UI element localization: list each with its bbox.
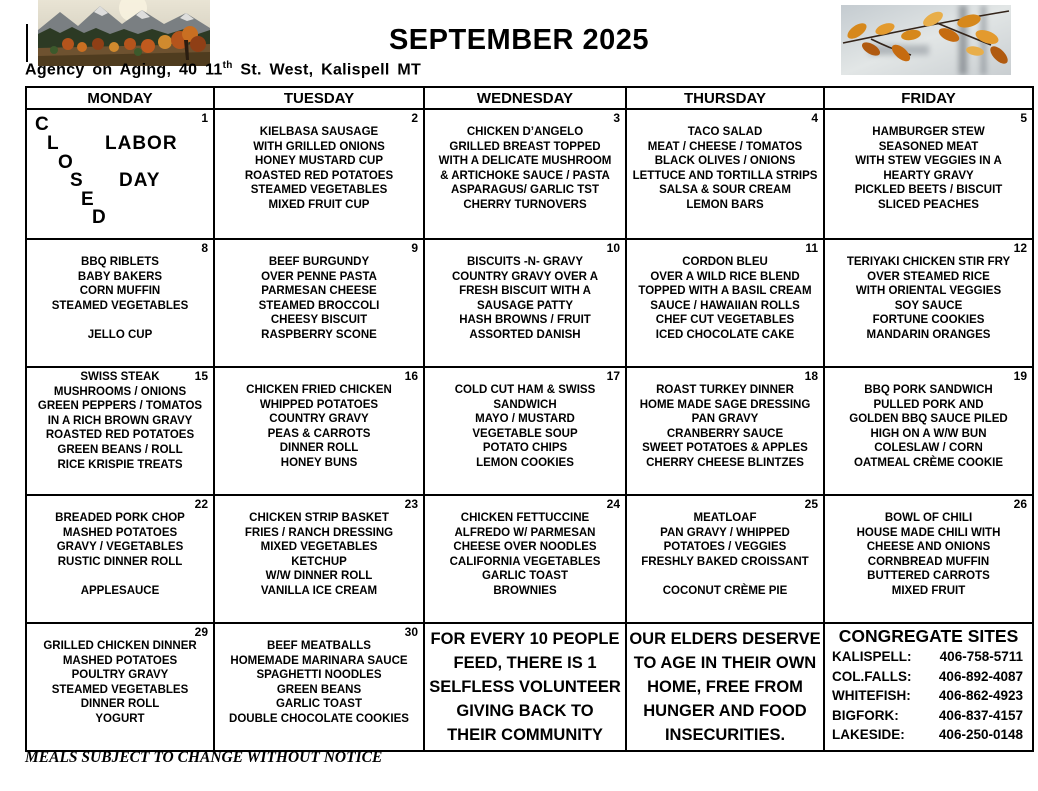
menu-line: OVER PENNE PASTA xyxy=(261,270,377,283)
menu-line: BEEF BURGUNDY xyxy=(268,256,370,268)
menu-line: MANDARIN ORANGES xyxy=(866,328,991,341)
menu-line xyxy=(27,313,213,328)
day-number: 22 xyxy=(194,497,208,511)
menu-line: MIXED FRUIT CUP xyxy=(268,198,370,211)
day-number: 25 xyxy=(804,497,818,511)
calendar-cell xyxy=(26,367,214,495)
calendar-cell xyxy=(424,623,626,751)
menu-line: BROWNIES xyxy=(493,584,557,597)
menu-line: CHICKEN FRIED CHICKEN xyxy=(246,384,392,396)
menu-line: FRIES / RANCH DRESSING xyxy=(244,526,394,539)
menu-line: STEAMED VEGETABLES xyxy=(51,683,189,696)
menu-line: SALSA & SOUR CREAM xyxy=(659,184,791,197)
menu-line: GRILLED BREAST TOPPED xyxy=(449,140,601,153)
address-text-pre: Agency on Aging, 40 11 xyxy=(25,61,223,79)
message-line: HUNGER AND FOOD xyxy=(643,702,807,720)
calendar-cell xyxy=(214,367,424,495)
day-number: 9 xyxy=(411,241,418,255)
menu-line: GREEN PEPPERS / TOMATOS xyxy=(37,400,203,413)
day-number: 10 xyxy=(606,241,620,255)
menu-line: TOPPED WITH A BASIL CREAM xyxy=(638,285,812,298)
day-number: 29 xyxy=(194,625,208,639)
menu-line: SWISS STEAK xyxy=(80,371,160,383)
menu-lines xyxy=(27,624,213,727)
menu-line: GOLDEN BBQ SAUCE PILED xyxy=(849,413,1008,426)
menu-line: CHICKEN FETTUCCINE xyxy=(460,512,590,524)
day-number: 3 xyxy=(613,111,620,125)
menu-line: BLACK OLIVES / ONIONS xyxy=(654,155,796,168)
message-line: THEIR COMMUNITY xyxy=(447,726,603,744)
message-line: FEED, THERE IS 1 xyxy=(453,654,597,672)
congregate-site-row xyxy=(825,725,1032,745)
change-notice: MEALS SUBJECT TO CHANGE WITHOUT NOTICE xyxy=(25,749,383,766)
menu-lines xyxy=(425,110,625,213)
menu-line: CORN MUFFIN xyxy=(79,285,161,298)
menu-line: RICE KRISPIE TREATS xyxy=(57,458,183,471)
message-line: TO AGE IN THEIR OWN xyxy=(633,654,817,672)
menu-line: PULLED PORK AND xyxy=(873,398,984,411)
closed-letter: S xyxy=(70,170,83,191)
menu-line: CORDON BLEU xyxy=(682,256,768,268)
menu-line: ASSORTED DANISH xyxy=(469,328,581,341)
menu-line: WITH A DELICATE MUSHROOM xyxy=(438,155,612,168)
calendar-cell xyxy=(824,623,1033,751)
menu-line: VEGETABLE SOUP xyxy=(472,427,578,440)
week-row xyxy=(26,495,1033,623)
site-name: KALISPELL: xyxy=(832,649,912,664)
menu-lines xyxy=(627,110,823,213)
day-number: 19 xyxy=(1013,369,1027,383)
day-header-row xyxy=(26,87,1033,109)
menu-line: FORTUNE COOKIES xyxy=(872,314,985,327)
menu-line: LEMON COOKIES xyxy=(476,456,574,469)
menu-line: ROAST TURKEY DINNER xyxy=(656,384,794,396)
menu-line: WITH GRILLED ONIONS xyxy=(253,140,385,153)
menu-line: LETTUCE AND TORTILLA STRIPS xyxy=(632,169,818,182)
menu-lines xyxy=(215,496,423,599)
closed-letter: O xyxy=(58,152,73,173)
menu-line: POULTRY GRAVY xyxy=(71,669,169,682)
site-phone: 406-758-5711 xyxy=(939,649,1023,664)
autumn-leaves-photo xyxy=(841,5,1011,75)
menu-line: SOY SAUCE xyxy=(894,299,963,312)
menu-line xyxy=(27,569,213,584)
calendar-cell xyxy=(214,623,424,751)
message-block xyxy=(425,624,625,747)
menu-lines xyxy=(425,496,625,599)
address-text-post: St. West, Kalispell MT xyxy=(232,61,422,79)
menu-line: OVER STEAMED RICE xyxy=(867,270,990,283)
menu-line: APPLESAUCE xyxy=(80,584,160,597)
menu-line: MAYO / MUSTARD xyxy=(475,413,575,426)
menu-line: COUNTRY GRAVY OVER A xyxy=(451,270,599,283)
site-name: COL.FALLS: xyxy=(832,668,912,684)
menu-line: IN A RICH BROWN GRAVY xyxy=(47,414,193,427)
menu-line: TERIYAKI CHICKEN STIR FRY xyxy=(846,256,1011,268)
menu-line: BBQ RIBLETS xyxy=(81,256,159,268)
menu-line: HEARTY GRAVY xyxy=(883,169,974,182)
menu-line: WITH STEW VEGGIES IN A xyxy=(855,155,1002,168)
closed-letter: C xyxy=(35,114,49,135)
week-row xyxy=(26,367,1033,495)
calendar-cell xyxy=(824,239,1033,367)
day-number: 4 xyxy=(811,111,818,125)
menu-lines xyxy=(425,240,625,343)
menu-line: HONEY MUSTARD CUP xyxy=(255,155,383,168)
menu-line: RASPBERRY SCONE xyxy=(261,328,377,341)
menu-line: GARLIC TOAST xyxy=(481,570,569,583)
menu-line: TACO SALAD xyxy=(687,126,763,138)
menu-line xyxy=(627,569,823,584)
menu-line: COUNTRY GRAVY xyxy=(269,413,369,426)
menu-line: PARMESAN CHEESE xyxy=(261,285,377,298)
day-number: 5 xyxy=(1020,111,1027,125)
menu-line: HOMEMADE MARINARA SAUCE xyxy=(230,654,408,667)
site-name: BIGFORK: xyxy=(832,707,899,723)
site-phone: 406-837-4157 xyxy=(938,707,1023,723)
closed-letter: L xyxy=(47,133,59,154)
menu-line: WHIPPED POTATOES xyxy=(259,398,379,411)
menu-lines xyxy=(215,624,423,727)
menu-line: CHEESY BISCUIT xyxy=(270,314,368,327)
site-name: LAKESIDE: xyxy=(832,727,905,742)
menu-line: SPAGHETTI NOODLES xyxy=(256,669,382,682)
calendar-cell xyxy=(626,367,824,495)
menu-line: HAMBURGER STEW xyxy=(872,126,985,138)
calendar-cell xyxy=(824,495,1033,623)
menu-line: POTATO CHIPS xyxy=(482,442,568,455)
congregate-sites-title: CONGREGATE SITES xyxy=(838,626,1019,646)
congregate-site-row xyxy=(825,706,1032,726)
day-number: 26 xyxy=(1013,497,1027,511)
calendar-cell xyxy=(824,367,1033,495)
menu-line: ASPARAGUS/ GARLIC TST xyxy=(450,184,599,197)
menu-line: SAUSAGE PATTY xyxy=(476,299,574,312)
day-number: 8 xyxy=(201,241,208,255)
day-number: 24 xyxy=(606,497,620,511)
menu-line: BOWL OF CHILI xyxy=(884,512,973,524)
menu-line: VANILLA ICE CREAM xyxy=(260,584,378,597)
menu-line: HIGH ON A W/W BUN xyxy=(870,427,987,440)
day-number: 16 xyxy=(404,369,418,383)
menu-lines xyxy=(627,240,823,343)
menu-lines xyxy=(27,496,213,599)
menu-line: DINNER ROLL xyxy=(80,698,160,711)
menu-line: RUSTIC DINNER ROLL xyxy=(57,555,183,568)
menu-line: COLD CUT HAM & SWISS xyxy=(454,384,596,396)
menu-line: BISCUITS -N- GRAVY xyxy=(466,256,584,268)
menu-line: ICED CHOCOLATE CAKE xyxy=(655,328,795,341)
calendar-cell xyxy=(424,109,626,239)
message-line: INSECURITIES. xyxy=(664,726,786,744)
menu-line: POTATOES / VEGGIES xyxy=(663,541,787,554)
closed-word-labor: LABOR xyxy=(105,133,178,154)
menu-line: HONEY BUNS xyxy=(280,456,358,469)
site-phone: 406-862-4923 xyxy=(938,688,1023,703)
congregate-site-row xyxy=(825,647,1032,667)
menu-line: ALFREDO W/ PARMESAN xyxy=(454,526,596,539)
menu-line: STEAMED BROCCOLI xyxy=(258,299,380,312)
day-number: 30 xyxy=(404,625,418,639)
menu-line: MIXED VEGETABLES xyxy=(260,541,378,554)
menu-line: CORNBREAD MUFFIN xyxy=(867,555,990,568)
menu-line: WITH ORIENTAL VEGGIES xyxy=(855,285,1002,298)
menu-line: HOUSE MADE CHILI WITH xyxy=(856,526,1001,539)
message-line: GIVING BACK TO xyxy=(456,702,594,720)
menu-line: PAN GRAVY / WHIPPED xyxy=(660,526,790,539)
menu-line: GRILLED CHICKEN DINNER xyxy=(43,640,197,652)
site-phone: 406-250-0148 xyxy=(938,727,1023,742)
calendar-cell xyxy=(626,623,824,751)
menu-line: MIXED FRUIT xyxy=(891,584,966,597)
menu-line: SEASONED MEAT xyxy=(878,140,979,153)
message-line: FOR EVERY 10 PEOPLE xyxy=(430,630,620,648)
menu-line: CHEESE AND ONIONS xyxy=(866,541,991,554)
site-phone: 406-892-4087 xyxy=(938,668,1023,684)
closed-letter: D xyxy=(92,207,106,228)
menu-line: CHEF CUT VEGETABLES xyxy=(655,314,795,327)
menu-lines xyxy=(215,240,423,343)
menu-line: PAN GRAVY xyxy=(691,413,759,426)
menu-line: YOGURT xyxy=(95,712,145,725)
calendar-cell xyxy=(214,109,424,239)
menu-line: MEAT / CHEESE / TOMATOS xyxy=(647,140,803,153)
menu-line: CHICKEN STRIP BASKET xyxy=(249,512,389,524)
menu-lines xyxy=(825,110,1032,213)
menu-line: W/W DINNER ROLL xyxy=(265,570,373,583)
calendar-cell xyxy=(214,495,424,623)
menu-line: BBQ PORK SANDWICH xyxy=(864,384,993,396)
site-name: WHITEFISH: xyxy=(832,688,911,703)
address-superscript: th xyxy=(222,60,233,71)
menu-line: DOUBLE CHOCOLATE COOKIES xyxy=(229,712,409,725)
menu-line: LEMON BARS xyxy=(686,198,764,211)
calendar-cell xyxy=(626,239,824,367)
menu-lines xyxy=(627,496,823,599)
menu-line: CHEESE OVER NOODLES xyxy=(453,541,597,554)
menu-line: MEATLOAF xyxy=(693,512,757,524)
menu-line: SWEET POTATOES & APPLES xyxy=(642,442,808,455)
menu-line: ROASTED RED POTATOES xyxy=(244,169,394,182)
menu-line: KETCHUP xyxy=(291,555,347,568)
message-line: HOME, FREE FROM xyxy=(647,678,803,696)
menu-lines xyxy=(825,368,1032,471)
menu-line: OVER A WILD RICE BLEND xyxy=(650,270,800,283)
menu-line: BABY BAKERS xyxy=(77,270,163,283)
calendar-cell xyxy=(26,239,214,367)
day-number: 2 xyxy=(411,111,418,125)
menu-line: MASHED POTATOES xyxy=(62,526,178,539)
message-line: OUR ELDERS DESERVE xyxy=(629,630,821,648)
menu-lines xyxy=(215,368,423,471)
menu-line: JELLO CUP xyxy=(87,328,153,341)
page-title: SEPTEMBER 2025 xyxy=(388,24,650,56)
day-number: 11 xyxy=(805,241,818,255)
menu-calendar xyxy=(25,86,1034,752)
week-row xyxy=(26,239,1033,367)
day-header-monday: MONDAY xyxy=(26,87,214,109)
menu-line: BEEF MEATBALLS xyxy=(267,640,371,652)
day-number: 23 xyxy=(404,497,418,511)
menu-line: SLICED PEACHES xyxy=(878,198,979,211)
calendar-cell xyxy=(424,367,626,495)
menu-line: BREADED PORK CHOP xyxy=(55,512,185,524)
menu-lines xyxy=(27,368,213,472)
day-header-wednesday: WEDNESDAY xyxy=(424,87,626,109)
menu-line: MUSHROOMS / ONIONS xyxy=(53,385,187,398)
menu-lines xyxy=(425,368,625,471)
day-number: 12 xyxy=(1013,241,1027,255)
closed-word-day: DAY xyxy=(119,170,161,191)
day-number: 15 xyxy=(194,369,208,383)
message-block xyxy=(627,624,823,747)
menu-line: BUTTERED CARROTS xyxy=(867,570,990,583)
calendar-cell xyxy=(824,109,1033,239)
day-header-friday: FRIDAY xyxy=(824,87,1033,109)
menu-line: SAUCE / HAWAIIAN ROLLS xyxy=(650,299,800,312)
menu-line: FRESH BISCUIT WITH A xyxy=(459,285,591,298)
menu-line: PICKLED BEETS / BISCUIT xyxy=(854,184,1003,197)
calendar-cell xyxy=(424,495,626,623)
menu-line: COCONUT CRÈME PIE xyxy=(662,584,788,597)
menu-line: SANDWICH xyxy=(493,398,557,411)
menu-line: GREEN BEANS xyxy=(276,683,362,696)
menu-line: COLESLAW / CORN xyxy=(874,442,983,455)
menu-line: OATMEAL CRÈME COOKIE xyxy=(853,456,1004,469)
menu-lines xyxy=(627,368,823,471)
menu-line: KIELBASA SAUSAGE xyxy=(259,126,379,138)
menu-lines xyxy=(27,240,213,343)
calendar-cell xyxy=(26,109,214,239)
congregate-site-row xyxy=(825,686,1032,706)
menu-line: CALIFORNIA VEGETABLES xyxy=(449,555,601,568)
calendar-cell xyxy=(626,495,824,623)
closed-letter: E xyxy=(81,189,94,210)
menu-line: ROASTED RED POTATOES xyxy=(45,429,195,442)
calendar-cell xyxy=(26,623,214,751)
menu-line: CRANBERRY SAUCE xyxy=(666,427,784,440)
calendar-cell xyxy=(26,495,214,623)
menu-line: STEAMED VEGETABLES xyxy=(51,299,189,312)
day-header-thursday: THURSDAY xyxy=(626,87,824,109)
menu-lines xyxy=(825,496,1032,599)
message-line: SELFLESS VOLUNTEER xyxy=(429,678,621,696)
menu-line: HOME MADE SAGE DRESSING xyxy=(639,398,811,411)
menu-line: GREEN BEANS / ROLL xyxy=(57,443,183,456)
menu-line: MASHED POTATOES xyxy=(62,654,178,667)
menu-line: CHICKEN D’ANGELO xyxy=(466,126,584,138)
menu-line: & ARTICHOKE SAUCE / PASTA xyxy=(440,169,610,182)
week-row xyxy=(26,623,1033,751)
menu-line: HASH BROWNS / FRUIT xyxy=(459,314,591,327)
day-header-tuesday: TUESDAY xyxy=(214,87,424,109)
menu-line: CHERRY TURNOVERS xyxy=(463,198,587,211)
congregate-site-row xyxy=(825,667,1032,687)
day-number: 18 xyxy=(804,369,818,383)
menu-line: PEAS & CARROTS xyxy=(267,427,371,440)
menu-line: STEAMED VEGETABLES xyxy=(250,184,388,197)
calendar-cell xyxy=(424,239,626,367)
menu-line: DINNER ROLL xyxy=(279,442,359,455)
menu-line: CHERRY CHEESE BLINTZES xyxy=(646,456,804,469)
menu-line: GARLIC TOAST xyxy=(275,698,363,711)
menu-line: GRAVY / VEGETABLES xyxy=(56,541,184,554)
agency-address xyxy=(25,60,421,79)
day-number: 1 xyxy=(201,111,208,125)
menu-lines xyxy=(825,240,1032,343)
calendar-cell xyxy=(214,239,424,367)
week-row xyxy=(26,109,1033,239)
day-number: 17 xyxy=(606,369,620,383)
menu-lines xyxy=(215,110,423,213)
calendar-cell xyxy=(626,109,824,239)
menu-line: FRESHLY BAKED CROISSANT xyxy=(641,555,809,568)
